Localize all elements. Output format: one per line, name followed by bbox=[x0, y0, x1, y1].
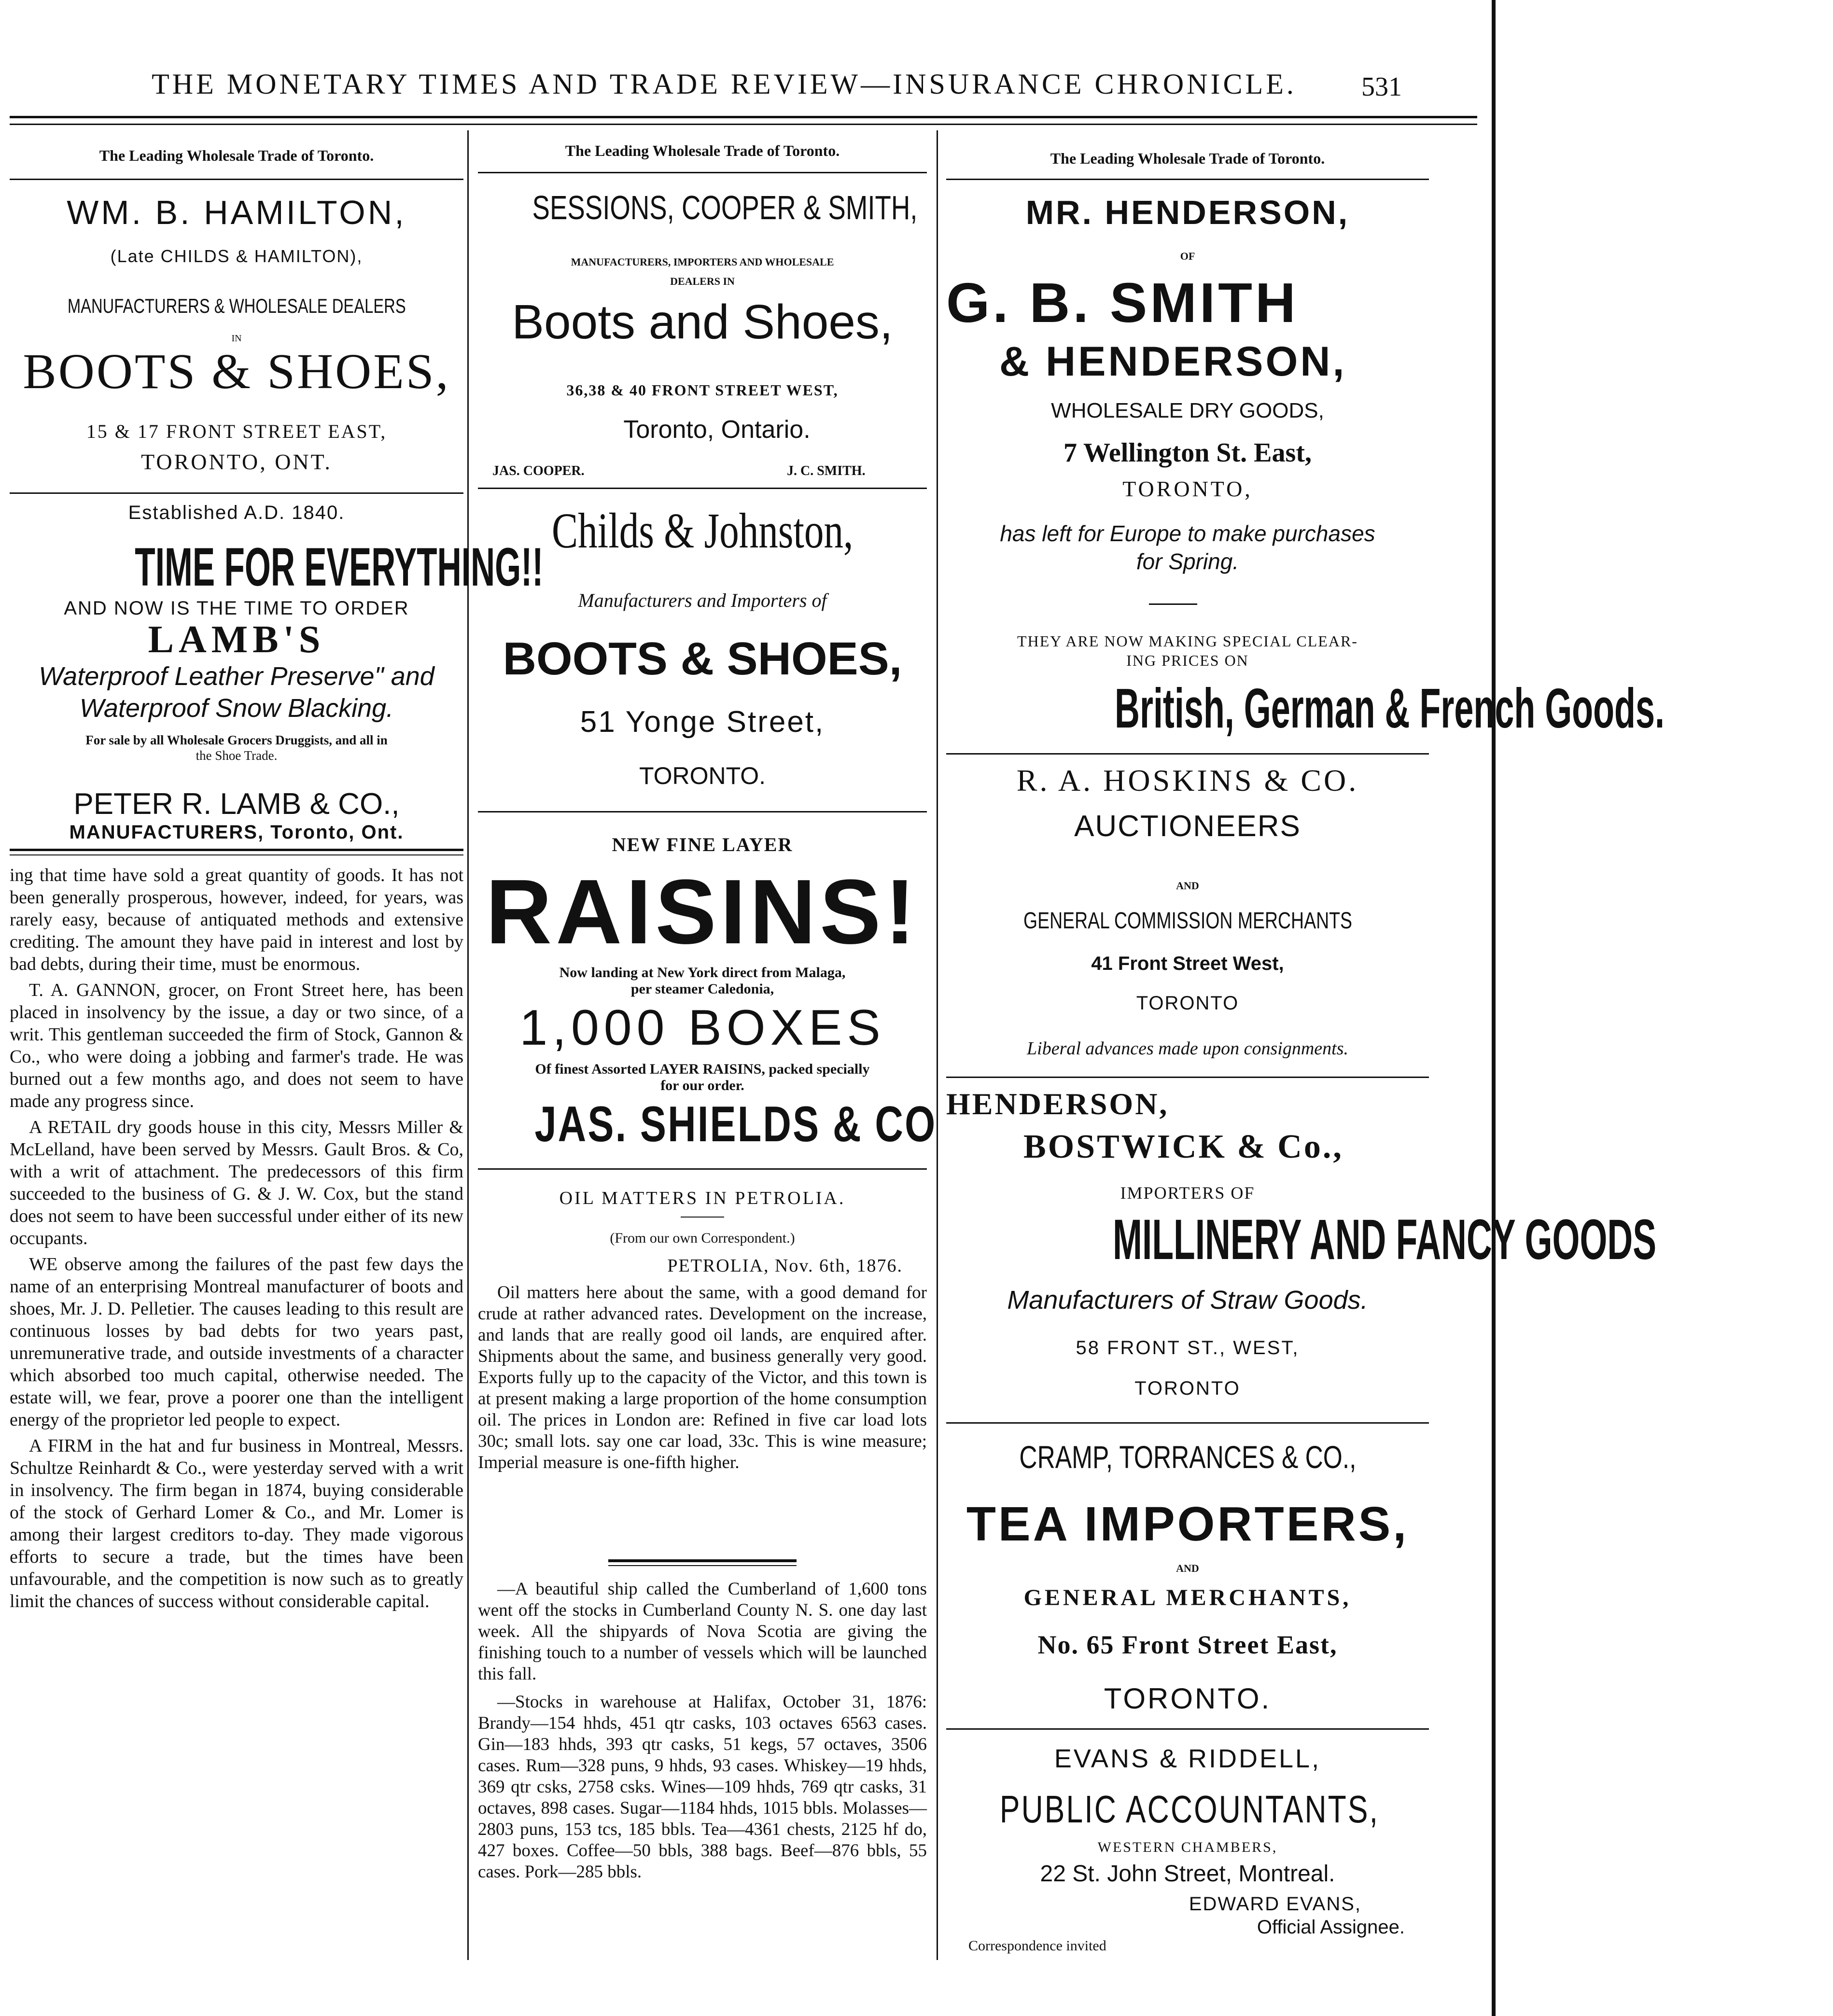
lamb-product-2: Waterproof Snow Blacking. bbox=[79, 694, 394, 723]
hamilton-city: TORONTO, ONT. bbox=[141, 449, 332, 474]
henderson-name: MR. HENDERSON, bbox=[1025, 194, 1350, 231]
hoskins-name: R. A. HOSKINS & CO. bbox=[1016, 763, 1359, 798]
cramp-role: TEA IMPORTERS, bbox=[966, 1497, 1409, 1551]
henderson-firm-2: & HENDERSON, bbox=[999, 338, 1347, 385]
lamb-established: Established A.D. 1840. bbox=[128, 502, 345, 523]
raisins-quantity: 1,000 BOXES bbox=[519, 1000, 885, 1056]
bostwick-maker: Manufacturers of Straw Goods. bbox=[1007, 1286, 1368, 1315]
col1-paragraph: ing that time have sold a great quantity of goods. It has not been generally prosperous, however, indeed, for years, was rarely easy, because of antiquated methods and extensive crediting. The amount they have paid in interest and lost by bad debts, during their time, must be enormous. bbox=[10, 865, 463, 974]
cramp-address: No. 65 Front Street East, bbox=[1037, 1630, 1338, 1659]
lamb-headline bbox=[10, 536, 544, 598]
col1-paragraph: A FIRM in the hat and fur business in Montreal, Messrs. Schultze Reinhardt & Co., were yesterday served with a writ in insolvency. The firm began in 1874, buying considerable of the stock of Gerhard Lomer & Co., and Mr. Lomer is among their largest creditors to-day. They made vigorous efforts to secure a trade, but the times have been unfavourable, and the competition is now such as to greatly limit the chances of success without considerable capital. bbox=[10, 1436, 463, 1611]
cramp-desc: GENERAL MERCHANTS, bbox=[1023, 1585, 1352, 1610]
childs-city: TORONTO. bbox=[639, 762, 766, 789]
col1-rule-b bbox=[10, 492, 463, 494]
col2-notes bbox=[478, 1579, 927, 1883]
hamilton-late: (Late CHILDS & HAMILTON), bbox=[110, 246, 363, 266]
lamb-sale-2: the Shoe Trade. bbox=[196, 748, 278, 763]
hoskins-and: AND bbox=[1176, 880, 1199, 892]
hamilton-product: BOOTS & SHOES, bbox=[23, 344, 450, 399]
henderson-note-2: for Spring. bbox=[1136, 549, 1239, 574]
col2-rule-f bbox=[608, 1565, 797, 1566]
henderson-clearing-1: THEY ARE NOW MAKING SPECIAL CLEAR- bbox=[1017, 632, 1358, 650]
evans-role bbox=[946, 1787, 1429, 1832]
hoskins-desc bbox=[946, 908, 1429, 934]
henderson-address: 7 Wellington St. East, bbox=[1063, 438, 1312, 468]
lamb-brand: LAMB'S bbox=[148, 618, 325, 661]
childs-address: 51 Yonge Street, bbox=[580, 705, 825, 739]
evans-person: EDWARD EVANS, bbox=[1189, 1893, 1361, 1915]
hamilton-desc-text: MANUFACTURERS & WHOLESALE DEALERS bbox=[67, 294, 406, 317]
running-head bbox=[145, 68, 1303, 101]
cramp-city: TORONTO. bbox=[1104, 1682, 1272, 1715]
evans-name: EVANS & RIDDELL, bbox=[1054, 1744, 1321, 1773]
henderson-city: TORONTO, bbox=[1122, 476, 1253, 501]
hoskins-city: TORONTO bbox=[1136, 993, 1239, 1014]
col2-rule-d bbox=[478, 1168, 927, 1170]
sessions-name-text: SESSIONS, COOPER & SMITH, bbox=[532, 189, 918, 226]
col1-rule-c bbox=[10, 849, 463, 851]
hamilton-in: IN bbox=[231, 333, 242, 344]
bostwick-name-2: BOSTWICK & Co., bbox=[1023, 1128, 1343, 1165]
bostwick-goods bbox=[946, 1207, 1656, 1273]
henderson-desc: WHOLESALE DRY GOODS, bbox=[1051, 399, 1324, 422]
raisins-headline: RAISINS! bbox=[486, 861, 919, 963]
oil-text: Oil matters here about the same, with a good demand for crude at rather advanced rates. Development on the increase, and lands that are really good oil lands, are enquired after. Shipments about the same, and business generally very good. Exports fully up to the capacity of the Victor, and this town is at present making a large proportion of the home consumption oil. The prices in London are: Refined in five car load lots 30c; small lots. say one car load, 33c. This is wine measure; Imperial measure is one-fifth higher. bbox=[478, 1283, 927, 1472]
childs-product: BOOTS & SHOES, bbox=[503, 633, 902, 685]
oil-title: OIL MATTERS IN PETROLIA. bbox=[559, 1188, 846, 1208]
henderson-clearing-2: ING PRICES ON bbox=[1126, 652, 1249, 669]
sessions-address: 36,38 & 40 FRONT STREET WEST, bbox=[566, 381, 839, 399]
evans-address: 22 St. John Street, Montreal. bbox=[1040, 1861, 1335, 1887]
bostwick-address: 58 FRONT ST., WEST, bbox=[1076, 1337, 1300, 1358]
sessions-city: Toronto, Ontario. bbox=[623, 416, 811, 444]
raisins-desc-2: for our order. bbox=[660, 1078, 744, 1093]
henderson-goods-text: British, German & French Goods. bbox=[1115, 677, 1665, 740]
lamb-product-1: Waterproof Leather Preserve" and bbox=[39, 662, 434, 691]
column-3 bbox=[946, 130, 1665, 1965]
sessions-partner-2: J. C. SMITH. bbox=[787, 463, 866, 478]
oil-report bbox=[478, 1282, 927, 1473]
henderson-note-1: has left for Europe to make purchases bbox=[1000, 521, 1375, 546]
hoskins-address: 41 Front Street West, bbox=[1091, 953, 1284, 974]
bostwick-goods-text: MILLINERY AND FANCY GOODS bbox=[1113, 1208, 1656, 1272]
col2-note: —Stocks in warehouse at Halifax, October 31, 1876: Brandy—154 hhds, 451 qtr casks, 103 octaves 6563 cases. Gin—183 hhds, 393 qtr casks, 51 kegs, 57 octaves, 3506 cases. Rum—328 puns, 9 hhds, 93 cases. Whiskey—19 hhds, 369 qtr csks, 2758 csks. Wines—109 hhds, 769 qtr casks, 31 octaves, 898 cases. Sugar—1184 hhds, 1015 bbls. Molasses—2803 puns, 153 tcs, 185 bbls. Tea—4361 chests, 2125 hf do, 427 boxes. Coffee—50 bbls, 388 bags. Beef—876 bbls, 55 cases. Pork—285 bbls. bbox=[478, 1692, 927, 1882]
col1-paragraph: T. A. GANNON, grocer, on Front Street here, has been placed in insolvency by the issue, a day or two since, of a writ. This gentleman succeeded the firm of Stock, Gannon & Co., who were doing a jobbing and farmer's trade. He was burned out a few months ago, and does not seem to have made any progress since. bbox=[10, 980, 463, 1111]
col3-rule-b bbox=[946, 753, 1429, 755]
col2-note: —A beautiful ship called the Cumberland of 1,600 tons went off the stocks in Cumberland County N. S. one day last week. All the shipyards of Nova Scotia are giving the finishing touch to a number of vessels which will be launched this fall. bbox=[478, 1579, 927, 1684]
col2-rule-b bbox=[478, 488, 927, 489]
col1-news bbox=[10, 864, 463, 1612]
column-2 bbox=[478, 130, 937, 1965]
evans-note: Correspondence invited bbox=[968, 1938, 1106, 1954]
raisins-desc-1: Of finest Assorted LAYER RAISINS, packed specially bbox=[535, 1061, 870, 1077]
col1-paragraph: WE observe among the failures of the past few days the name of an enterprising Montreal manufacturer of boots and shoes, Mr. J. D. Pelletier. The causes leading to this result are continuous losses by bad debts for two years past, unremunerative trade, and outside investments of a character which absorbed too much capital, otherwise needed. The estate will, we fear, prove a poorer one than the intelligent energy of the proprietor led people to expect. bbox=[10, 1254, 463, 1430]
hamilton-address: 15 & 17 FRONT STREET EAST, bbox=[86, 420, 387, 442]
lamb-sub: AND NOW IS THE TIME TO ORDER bbox=[64, 598, 409, 619]
oil-title-rule bbox=[681, 1217, 724, 1218]
sessions-product: Boots and Shoes, bbox=[512, 295, 893, 349]
header-rule-top bbox=[10, 116, 1477, 118]
sessions-desc-1: MANUFACTURERS, IMPORTERS AND WHOLESALE bbox=[571, 256, 834, 268]
col3-rule-e bbox=[946, 1728, 1429, 1730]
column-rule-1 bbox=[467, 130, 469, 1960]
lamb-maker: MANUFACTURERS, Toronto, Ont. bbox=[69, 822, 404, 843]
raisins-kicker: NEW FINE LAYER bbox=[612, 834, 793, 855]
header-rule-bottom bbox=[10, 124, 1477, 125]
raisins-landing-2: per steamer Caledonia, bbox=[630, 981, 774, 997]
bostwick-city: TORONTO bbox=[1134, 1378, 1241, 1399]
henderson-firm-1: G. B. SMITH bbox=[946, 271, 1299, 334]
raisins-landing-1: Now landing at New York direct from Malaga, bbox=[559, 965, 846, 980]
running-head-title: THE MONETARY TIMES AND TRADE REVIEW—INSURANCE CHRONICLE. bbox=[152, 68, 1297, 100]
oil-source: (From our own Correspondent.) bbox=[610, 1230, 795, 1246]
henderson-goods bbox=[946, 676, 1665, 741]
raisins-company bbox=[478, 1096, 937, 1153]
page-edge-rule bbox=[1492, 0, 1496, 2016]
henderson-of: OF bbox=[1180, 250, 1195, 262]
col2-rule-e bbox=[608, 1559, 797, 1562]
lamb-sale-1: For sale by all Wholesale Grocers Druggists, and all in bbox=[85, 733, 388, 747]
hamilton-name: WM. B. HAMILTON, bbox=[67, 194, 406, 231]
lamb-company: PETER R. LAMB & CO., bbox=[73, 787, 400, 821]
cramp-and: AND bbox=[1176, 1562, 1199, 1574]
childs-desc: Manufacturers and Importers of bbox=[578, 589, 827, 611]
hamilton-desc bbox=[10, 294, 463, 318]
col2-trade-label: The Leading Wholesale Trade of Toronto. bbox=[565, 142, 840, 159]
hoskins-desc-text: GENERAL COMMISSION MERCHANTS bbox=[1023, 908, 1352, 934]
col1-paragraph: A RETAIL dry goods house in this city, Messrs Miller & McLelland, have been served by Messrs. Gault Bros. & Co, with a writ of attachment. The predecessors of this firm succeeded to the business of G. & J. W. Cox, but the stand does not seem to have been successful under either of its new occupants. bbox=[10, 1117, 463, 1248]
col3-rule-a bbox=[946, 179, 1429, 180]
bostwick-name-1: HENDERSON, bbox=[946, 1087, 1169, 1121]
col1-rule-d bbox=[10, 854, 463, 855]
col1-rule-a bbox=[10, 179, 463, 180]
sessions-name bbox=[478, 188, 927, 227]
col3-rule-d bbox=[946, 1422, 1429, 1424]
evans-building: WESTERN CHAMBERS, bbox=[1097, 1839, 1278, 1855]
lamb-headline-text: TIME FOR EVERYTHING!! bbox=[135, 537, 544, 597]
childs-name-text: Childs & Johnston, bbox=[551, 503, 854, 559]
col3-trade-label: The Leading Wholesale Trade of Toronto. bbox=[1050, 150, 1325, 167]
sessions-desc-2: DEALERS IN bbox=[670, 275, 735, 287]
evans-role-text: PUBLIC ACCOUNTANTS, bbox=[999, 1788, 1380, 1831]
cramp-name-text: CRAMP, TORRANCES & CO., bbox=[1019, 1439, 1357, 1475]
col2-rule-a bbox=[478, 172, 927, 173]
page-number: 531 bbox=[1361, 72, 1402, 102]
column-rule-2 bbox=[937, 130, 938, 1960]
hoskins-note: Liberal advances made upon consignments. bbox=[1027, 1038, 1348, 1059]
raisins-company-text: JAS. SHIELDS & CO bbox=[534, 1096, 937, 1152]
childs-name bbox=[478, 502, 927, 560]
henderson-rule bbox=[1149, 603, 1197, 605]
evans-title: Official Assignee. bbox=[1257, 1917, 1405, 1938]
col1-trade-label: The Leading Wholesale Trade of Toronto. bbox=[99, 147, 374, 164]
cramp-name bbox=[946, 1439, 1429, 1475]
col3-rule-c bbox=[946, 1077, 1429, 1078]
sessions-partner-1: JAS. COOPER. bbox=[492, 463, 585, 478]
bostwick-role: IMPORTERS OF bbox=[1120, 1183, 1255, 1203]
oil-dateline: PETROLIA, Nov. 6th, 1876. bbox=[667, 1256, 903, 1276]
col2-rule-c bbox=[478, 811, 927, 812]
hoskins-role: AUCTIONEERS bbox=[1074, 810, 1301, 843]
